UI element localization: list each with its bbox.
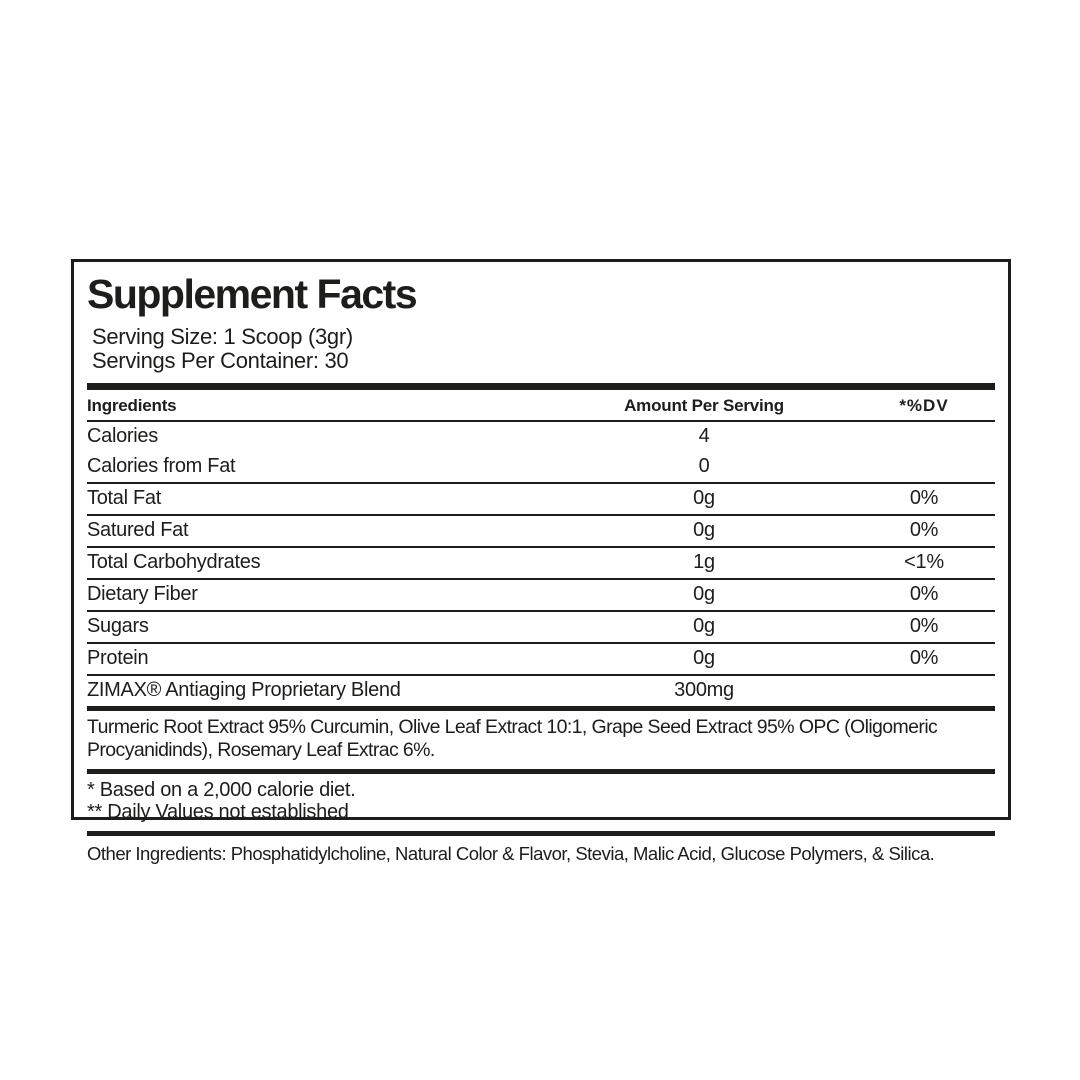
row-amount-value: 0g (693, 647, 715, 670)
row-dv-value: 0% (909, 583, 939, 606)
serving-size-line: Serving Size: 1 Scoop (3gr) (92, 324, 353, 349)
header-amount-per-serving: Amount Per Serving (624, 396, 784, 416)
row-amount-value: 4 (698, 425, 710, 448)
row-amount-value: 0 (698, 455, 710, 478)
table-row (87, 422, 995, 452)
row-ingredient-name: Calories (87, 425, 158, 448)
table-row (87, 452, 995, 484)
footnote-calorie-diet: * Based on a 2,000 calorie diet. (87, 779, 356, 801)
table-row (87, 484, 995, 516)
supplement-facts-panel (71, 259, 1011, 864)
header-percent-dv: *%DV (899, 396, 949, 416)
table-row (87, 612, 995, 644)
row-amount-value: 1g (693, 551, 715, 574)
row-ingredient-name: Protein (87, 647, 149, 670)
row-amount-value: 0g (693, 583, 715, 606)
table-row (87, 644, 995, 676)
row-dv-value: 0% (909, 519, 939, 542)
servings-per-container-line: Servings Per Container: 30 (92, 348, 349, 374)
row-ingredient-name: Dietary Fiber (87, 583, 198, 606)
footnote-daily-values: ** Daily Values not established (87, 801, 349, 824)
blend-description: Turmeric Root Extract 95% Curcumin, Olive Leaf Extract 10:1, Grape Seed Extract 95% OPC (Oligomeric Procyanidinds), Rosemary Leaf Extrac 6%. (87, 716, 938, 762)
row-amount-value: 0g (693, 487, 715, 510)
row-amount-value: 0g (693, 519, 715, 542)
row-ingredient-name: Sugars (87, 615, 149, 638)
row-ingredient-name: Total Fat (87, 487, 161, 510)
table-header-row (87, 390, 995, 422)
row-ingredient-name: Satured Fat (87, 519, 189, 542)
table-row (87, 516, 995, 548)
row-dv-value: 0% (909, 487, 939, 510)
row-dv-value: 0% (909, 647, 939, 670)
table-row (87, 676, 995, 706)
row-ingredient-name: Total Carbohydrates (87, 551, 261, 574)
other-ingredients-line: Other Ingredients: Phosphatidylcholine, Natural Color & Flavor, Stevia, Malic Acid, Glucose Polymers, & Silica. (87, 842, 935, 864)
footnotes-block (87, 774, 995, 831)
row-ingredient-name: Calories from Fat (87, 455, 236, 478)
row-amount-value: 0g (693, 615, 715, 638)
panel-title: Supplement Facts (87, 271, 417, 317)
header-ingredients: Ingredients (87, 396, 177, 416)
ingredients-table-body (87, 422, 995, 706)
table-row (87, 548, 995, 580)
row-dv-value: <1% (904, 551, 944, 574)
section-divider-thick (87, 383, 995, 390)
table-row (87, 580, 995, 612)
row-ingredient-name: ZIMAX® Antiaging Proprietary Blend (87, 679, 401, 702)
row-amount-value: 300mg (674, 679, 734, 702)
row-dv-value: 0% (909, 615, 939, 638)
